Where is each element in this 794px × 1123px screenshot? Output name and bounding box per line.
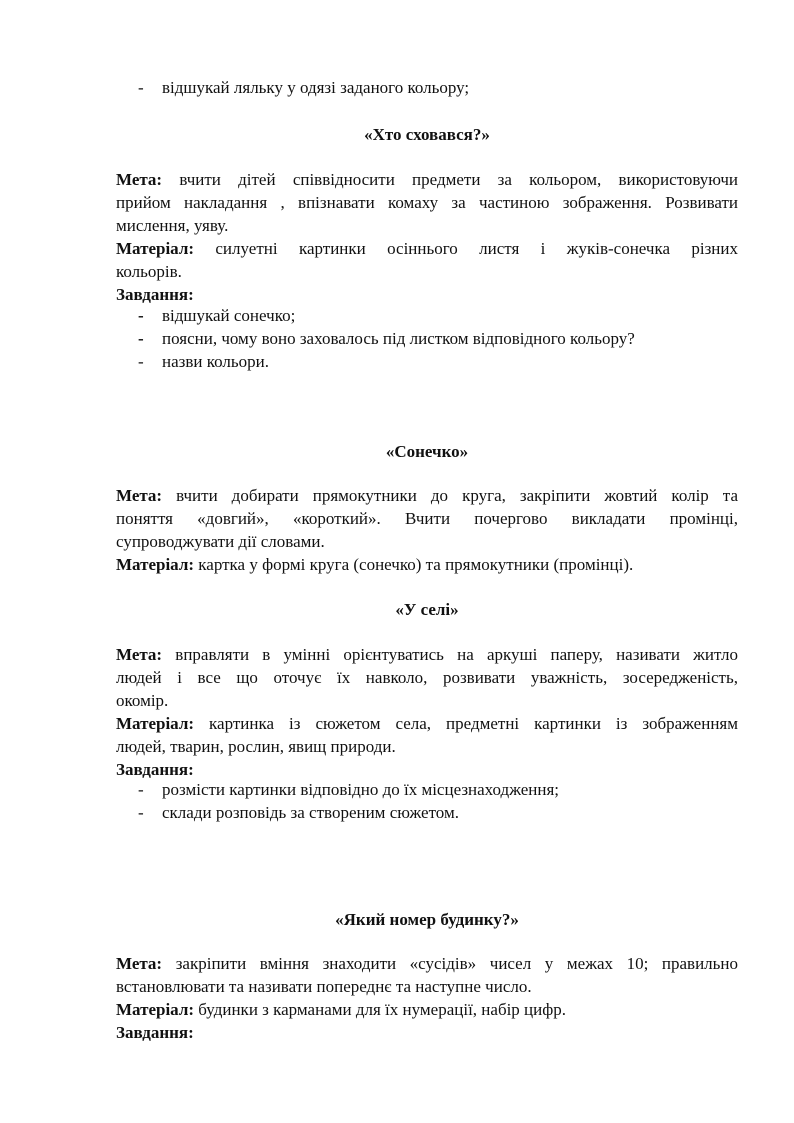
goal-line: супроводжувати дії словами. (116, 532, 325, 551)
dash-marker: - (138, 780, 144, 799)
dash-marker: - (138, 78, 144, 97)
material-line: Матеріал: силуетні картинки осіннього листя і жуків-сонечка різних (116, 239, 738, 258)
goal-line: мислення, уяву. (116, 216, 229, 235)
list-item: - розмісти картинки відповідно до їх місцезнаходження; (138, 780, 560, 799)
material-line: людей, тварин, рослин, явищ природи. (116, 737, 396, 756)
goal-line: Мета: вчити добирати прямокутники до круга, закріпити жовтий колір та (116, 486, 738, 505)
list-item: - склади розповідь за створеним сюжетом. (138, 803, 459, 822)
material-line: Матеріал: картка у формі круга (сонечко) та прямокутники (промінці). (116, 555, 634, 574)
section-title: «У селі» (395, 600, 459, 619)
dash-marker: - (138, 306, 144, 325)
section-title: «Сонечко» (385, 442, 469, 461)
list-item: - назви кольори. (138, 352, 269, 371)
dash-marker: - (138, 329, 144, 348)
list-item: - відшукай сонечко; (138, 306, 296, 325)
dash-marker: - (138, 352, 144, 371)
dash-marker: - (138, 803, 144, 822)
task-label: Завдання: (116, 760, 194, 779)
goal-line: Мета: закріпити вміння знаходити «сусідів» чисел у межах 10; правильно (116, 954, 739, 973)
list-item: - відшукай ляльку у одязі заданого кольору; (138, 78, 470, 97)
section-title: «Хто сховався?» (364, 125, 490, 144)
goal-line: окомір. (116, 691, 169, 710)
goal-line: Мета: вправляти в умінні орієнтуватись на аркуші паперу, називати житло (116, 645, 739, 664)
goal-line: Мета: вчити дітей співвідносити предмети за кольором, використовуючи (116, 170, 739, 189)
material-line: кольорів. (116, 262, 182, 281)
goal-line: встановлювати та називати попереднє та наступне число. (116, 977, 532, 996)
section-title: «Який номер будинку?» (335, 910, 519, 929)
material-line: Матеріал: картинка із сюжетом села, предметні картинки із зображенням (116, 714, 739, 733)
goal-line: прийом накладання , впізнавати комаху за частиною зображення. Розвивати (116, 193, 738, 212)
goal-line: людей і все що оточує їх навколо, розвивати уважність, зосередженість, (116, 668, 738, 687)
task-label: Завдання: (116, 285, 194, 304)
material-line: Матеріал: будинки з карманами для їх нумерації, набір цифр. (116, 1000, 567, 1019)
list-item: - поясни, чому воно заховалось під листком відповідного кольору? (138, 329, 635, 348)
goal-line: поняття «довгий», «короткий». Вчити почергово викладати промінці, (116, 509, 738, 528)
task-label: Завдання: (116, 1023, 194, 1042)
